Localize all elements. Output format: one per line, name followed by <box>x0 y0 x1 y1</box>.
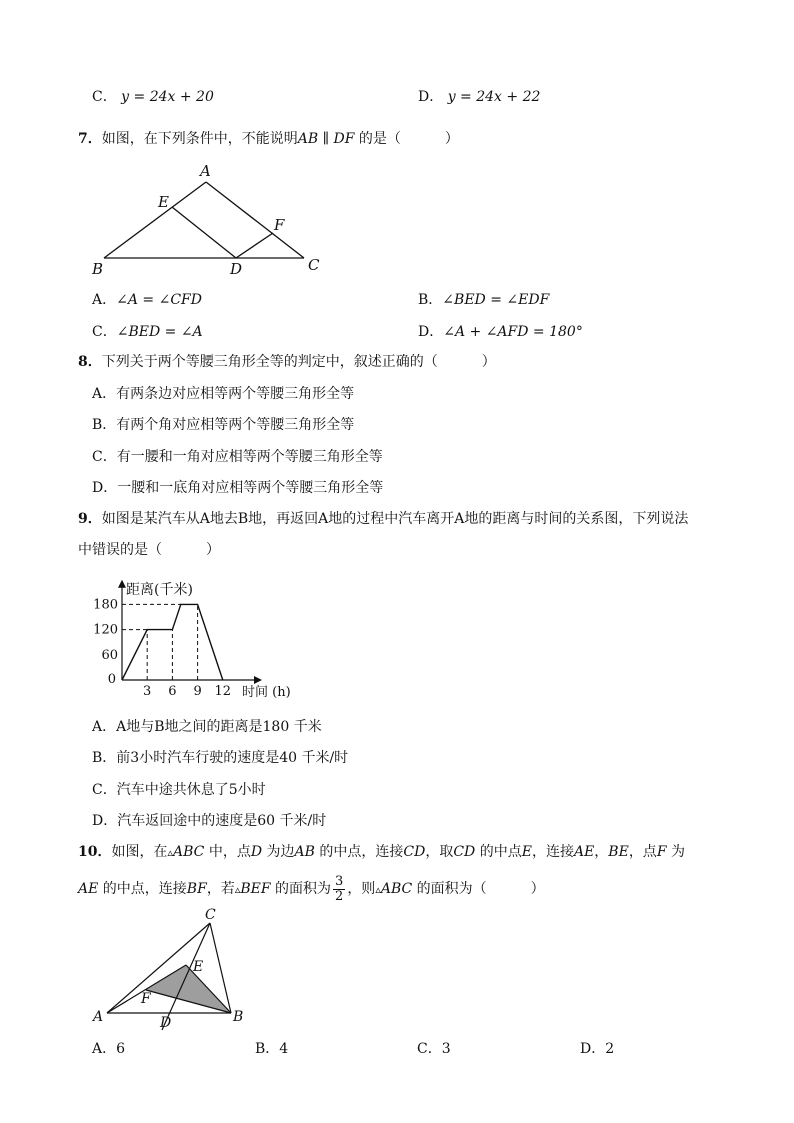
label-f: F <box>274 216 285 234</box>
triangle-symbol: ▵ <box>375 883 381 896</box>
q10-option-a <box>92 1040 125 1058</box>
label-c: C <box>205 907 216 923</box>
fraction-three-halves <box>333 875 345 904</box>
stem-text: ） <box>206 542 220 558</box>
stem-text: ） <box>481 354 496 370</box>
option-text: A地与B地之间的距离是180 千米 <box>116 719 322 735</box>
q9-option-c <box>92 781 266 799</box>
question-number: 10． <box>78 844 112 860</box>
q9-option-b <box>92 749 348 767</box>
stem-text: 下列关于两个等腰三角形全等的判定中，叙述正确的（ <box>101 354 438 370</box>
option-expression: ∠A = ∠CFD <box>116 292 202 308</box>
stem-math: CD <box>453 844 476 860</box>
stem-math: CD <box>403 844 426 860</box>
segment-ed <box>172 207 236 258</box>
option-expression: y = 24x + 22 <box>447 89 541 105</box>
q9-distance-time-chart <box>93 566 308 706</box>
stem-text: ） <box>444 131 459 147</box>
option-text: 有两条边对应相等两个等腰三角形全等 <box>116 386 355 402</box>
q10-option-c <box>417 1040 451 1058</box>
y-axis-label: 距离(千米) <box>126 581 193 598</box>
stem-text: 如图是某汽车从A地去B地，再返回A地的过程中汽车离开A地的距离与时间的关系图，下列说法 <box>101 511 689 527</box>
q6-option-c <box>92 88 214 106</box>
option-text: 前3小时汽车行驶的速度是40 千米/时 <box>116 750 349 766</box>
x-axis-arrow <box>254 676 262 684</box>
x-tick-9: 9 <box>193 684 202 699</box>
question-number: 9． <box>78 511 102 527</box>
option-text: 一腰和一底角对应相等两个等腰三角形全等 <box>117 480 384 496</box>
segment-ba <box>104 182 206 258</box>
triangle-symbol: ▵ <box>234 883 241 896</box>
q8-option-c <box>92 448 383 466</box>
stem-text: 中，点 <box>204 844 251 860</box>
y-tick-120: 120 <box>93 622 118 638</box>
stem-text: 的是（ <box>354 131 401 147</box>
stem-text: 的中点，连接 <box>98 881 187 897</box>
option-label: D． <box>92 813 118 829</box>
x-tick-6: 6 <box>168 684 177 699</box>
label-b: B <box>92 260 104 278</box>
q8-option-d <box>92 479 383 497</box>
option-label: D． <box>418 324 444 340</box>
option-value: 4 <box>279 1041 289 1057</box>
label-d: D <box>160 1015 172 1031</box>
stem-text: ，则 <box>347 881 376 897</box>
x-tick-12: 12 <box>214 684 232 699</box>
stem-math: ABC <box>380 881 413 897</box>
option-label: C． <box>92 89 117 105</box>
stem-text: ，连接 <box>531 844 574 860</box>
origin-label: 0 <box>107 672 116 687</box>
stem-math: AE <box>573 844 595 860</box>
q10-stem-line2 <box>78 874 545 905</box>
q6-option-d <box>418 88 540 106</box>
stem-math: F <box>656 844 667 860</box>
option-label: A． <box>92 1041 117 1057</box>
q10-stem-line1 <box>78 843 685 862</box>
question-number: 7． <box>78 131 102 147</box>
q10-figure <box>90 905 260 1035</box>
option-label: A． <box>92 719 117 735</box>
stem-text: ，取 <box>425 844 454 860</box>
option-label: D． <box>580 1041 606 1057</box>
label-a: A <box>93 1009 104 1025</box>
option-label: D． <box>418 89 444 105</box>
option-label: C． <box>92 782 117 798</box>
stem-math: BE <box>608 844 629 860</box>
option-label: D． <box>92 480 118 496</box>
option-label: B． <box>255 1041 280 1057</box>
stem-text: 的面积为（ <box>412 881 487 897</box>
question-number: 8． <box>78 354 102 370</box>
q9-stem-line2 <box>78 541 220 559</box>
label-e: E <box>193 959 204 975</box>
option-label: B． <box>92 750 117 766</box>
stem-text: 的中点，连接 <box>314 844 404 860</box>
option-label: C． <box>417 1041 442 1057</box>
stem-text: 如图，在下列条件中，不能说明 <box>101 131 298 147</box>
stem-math: AB <box>294 844 315 860</box>
option-label: C． <box>92 449 117 465</box>
option-label: A． <box>92 386 117 402</box>
option-text: 汽车返回途中的速度是60 千米/时 <box>117 813 327 829</box>
q7-stem <box>78 130 459 148</box>
q10-option-d <box>580 1040 614 1058</box>
stem-text: ，点 <box>628 844 657 860</box>
option-expression: y = 24x + 20 <box>121 89 214 105</box>
fraction-denominator: 2 <box>335 888 344 904</box>
stem-math: ABC <box>173 844 205 860</box>
y-axis-arrow <box>118 580 126 588</box>
stem-math: D <box>250 844 263 860</box>
label-d: D <box>230 260 243 278</box>
label-b: B <box>233 1009 244 1025</box>
option-label: C． <box>92 324 117 340</box>
stem-math: AB ∥ DF <box>297 131 355 147</box>
option-expression: ∠BED = ∠EDF <box>442 292 550 308</box>
label-a: A <box>200 162 211 180</box>
label-c: C <box>308 256 320 274</box>
stem-text: 如图，在 <box>111 844 168 860</box>
segment-df <box>236 233 273 258</box>
stem-math: E <box>521 844 532 860</box>
option-label: B． <box>418 292 443 308</box>
x-tick-3: 3 <box>143 684 152 699</box>
stem-text: 为边 <box>262 844 295 860</box>
stem-text: 为 <box>666 844 685 860</box>
option-value: 3 <box>441 1041 451 1057</box>
option-expression: ∠A + ∠AFD = 180° <box>443 324 583 340</box>
option-text: 有一腰和一角对应相等两个等腰三角形全等 <box>116 449 383 465</box>
q10-option-b <box>255 1040 288 1058</box>
option-text: 有两个角对应相等两个等腰三角形全等 <box>116 417 355 433</box>
label-f: F <box>141 991 151 1007</box>
q7-option-a <box>92 291 202 309</box>
option-value: 6 <box>116 1041 126 1057</box>
q9-option-a <box>92 718 322 736</box>
q8-option-b <box>92 416 354 434</box>
q7-option-b <box>418 291 549 309</box>
fraction-numerator: 3 <box>335 873 344 889</box>
x-axis-label: 时间 (h) <box>242 685 291 700</box>
q7-option-d <box>418 323 583 341</box>
label-e: E <box>158 193 169 211</box>
option-value: 2 <box>605 1041 615 1057</box>
option-expression: ∠BED = ∠A <box>116 324 203 340</box>
stem-text: 的中点 <box>475 844 522 860</box>
stem-text: ） <box>530 881 545 897</box>
q8-stem <box>78 353 496 371</box>
stem-text: 的面积为 <box>270 881 332 897</box>
y-tick-180: 180 <box>93 597 118 613</box>
triangle-symbol: ▵ <box>167 846 174 859</box>
stem-text: 中错误的是（ <box>78 542 162 558</box>
stem-text: ，若 <box>206 881 235 897</box>
stem-math: BF <box>186 881 207 897</box>
stem-text: ， <box>594 844 609 860</box>
stem-math: AE <box>78 881 99 897</box>
y-tick-60: 60 <box>101 647 118 663</box>
option-label: B． <box>92 417 117 433</box>
q9-stem-line1 <box>78 510 688 528</box>
q7-figure <box>90 160 330 280</box>
q8-option-a <box>92 385 354 403</box>
q7-option-c <box>92 323 203 341</box>
option-label: A． <box>92 292 117 308</box>
option-text: 汽车中途共休息了5小时 <box>116 782 266 798</box>
q9-option-d <box>92 812 326 830</box>
stem-math: BEF <box>240 881 271 897</box>
